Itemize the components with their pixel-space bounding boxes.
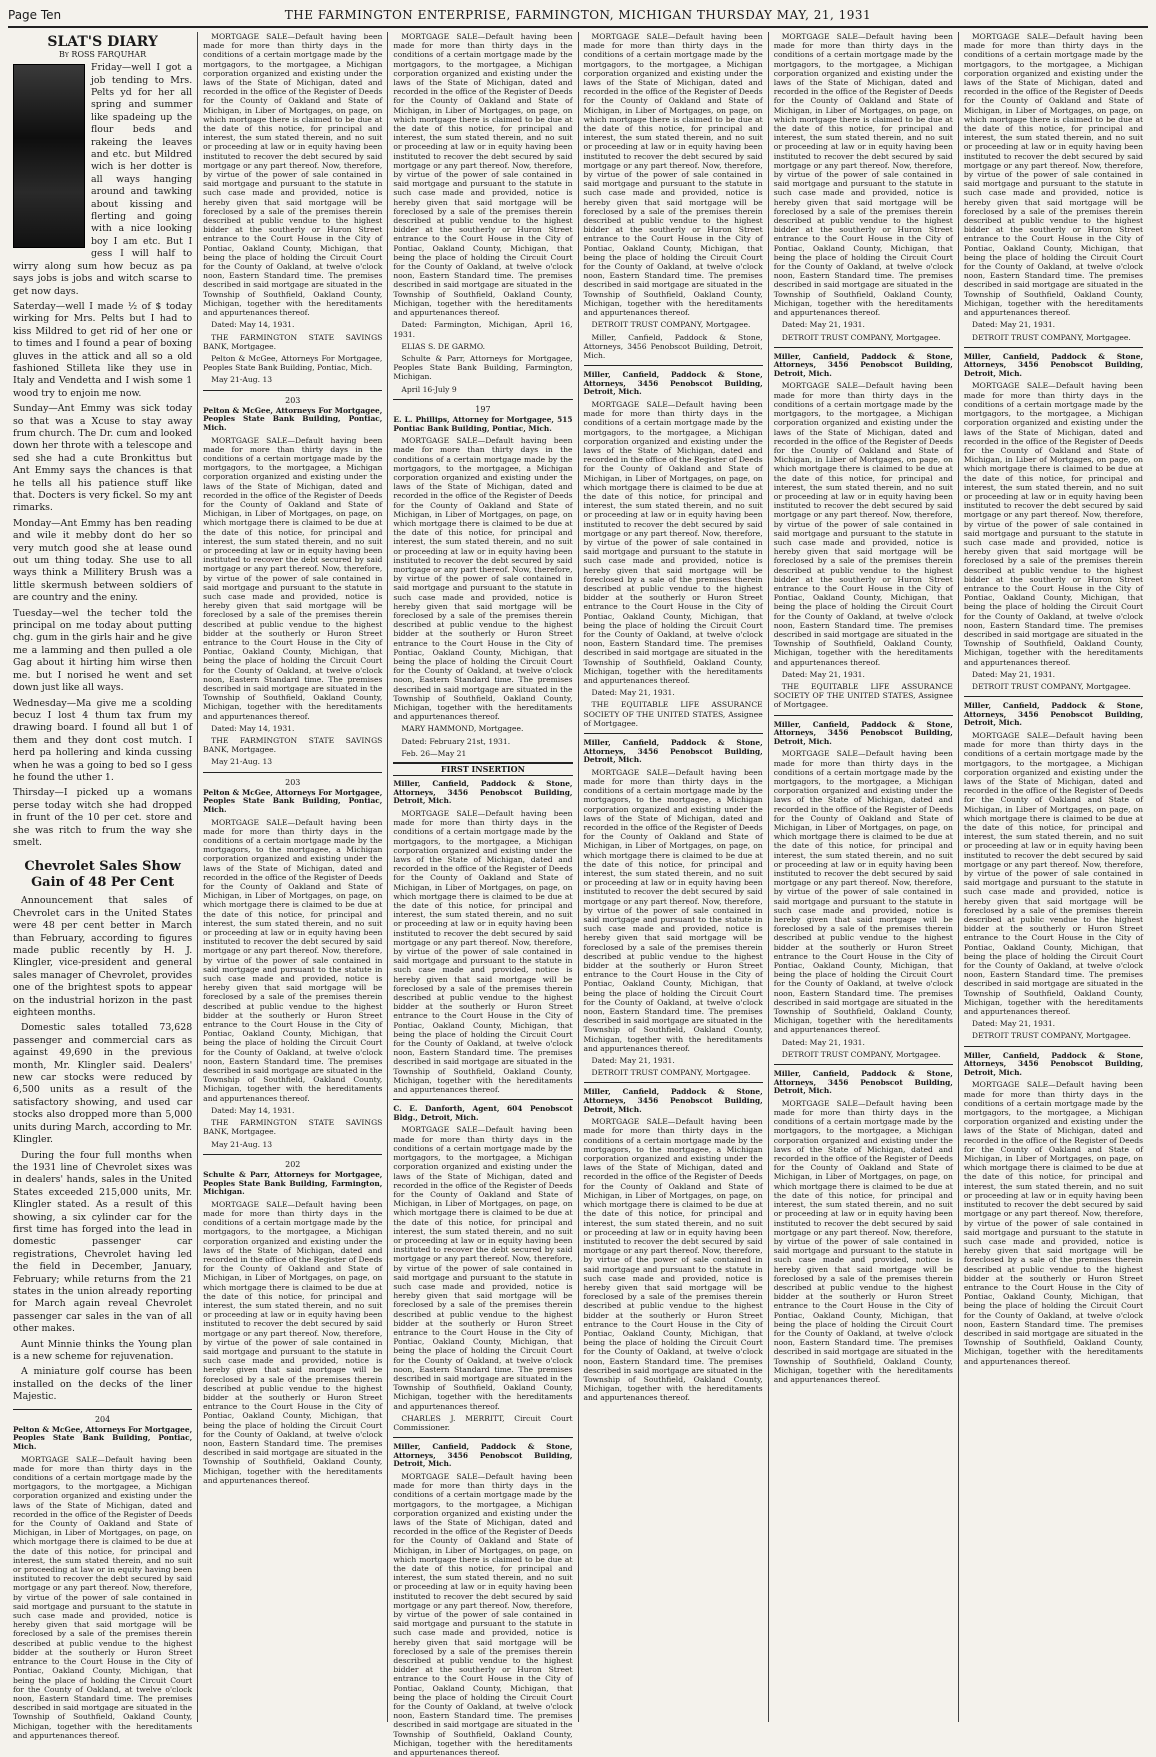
notice-run: May 21-Aug. 13 xyxy=(211,375,273,385)
notice-number: 203 xyxy=(285,777,301,787)
notice-body: MORTGAGE SALE—Default having been made for more than thirty days in the conditions of a certain mortgage made by the mortgagors, to the mortgagee, a Michigan corporation organized and existing under the laws of the State of Michigan, dated and recorded in the office of the Register of Deeds for the County of Oakland and State of Michigan, in Liber of Mortgages, on page, on which mortgage there is claimed to be due at the date of this notice, for principal and interest, the sum stated therein, and no suit or proceeding at law or in equity having been instituted to recover the debt secured by said mortgage or any part thereof. Now, therefore, by virtue of the power of sale contained in said mortgage and pursuant to the statute in such case made and provided, notice is hereby given that said mortgage will be foreclosed by a sale of the premises therein described at public vendue to the highest bidder at the southerly or Huron Street entrance to the Court House in the City of Pontiac, Oakland County, Michigan, that being the place of holding the Circuit Court for the County of Oakland, at twelve o'clock noon, Eastern Standard time. The premises described in said mortgage are situated in the Township of Southfield, Oakland County, Michigan, together with the hereditaments and appurtenances thereof. xyxy=(13,1454,193,1740)
notice-signer: THE FARMINGTON STATE SAVINGS BANK, Mortgagee. xyxy=(203,1118,383,1137)
notice-body: MORTGAGE SALE—Default having been made for more than thirty days in the conditions of a certain mortgage made by the mortgagors, to the mortgagee, a Michigan corporation organized and existing under the laws of the State of Michigan, dated and recorded in the office of the Register of Deeds for the County of Oakland and State of Michigan, in Liber of Mortgages, on page, on which mortgage there is claimed to be due at the date of this notice, for principal and interest, the sum stated therein, and no suit or proceeding at law or in equity having been instituted to recover the debt secured by said mortgage or any part thereof. Now, therefore, by virtue of the power of sale contained in said mortgage and pursuant to the statute in such case made and provided, notice is hereby given that said mortgage will be foreclosed by a sale of the premises therein described at public vendue to the highest bidder at the southerly or Huron Street entrance to the Court House in the City of Pontiac, Oakland County, Michigan, that being the place of holding the Circuit Court for the County of Oakland, at twelve o'clock noon, Eastern Standard time. The premises described in said mortgage are situated in the Township of Southfield, Oakland County, Michigan, together with the hereditaments and appurtenances thereof. xyxy=(393,32,573,318)
diary-title: SLAT'S DIARY xyxy=(47,34,158,50)
notice-attorney: Miller, Canfield, Paddock & Stone, Attorneys, 3456 Penobscot Building, Detroit, Mich. xyxy=(773,351,953,378)
notice-body: MORTGAGE SALE—Default having been made for more than thirty days in the conditions of a certain mortgage made by the mortgagors, to the mortgagee, a Michigan corporation organized and existing under the laws of the State of Michigan, dated and recorded in the office of the Register of Deeds for the County of Oakland and State of Michigan, in Liber of Mortgages, on page, on which mortgage there is claimed to be due at the date of this notice, for principal and interest, the sum stated therein, and no suit or proceeding at law or in equity having been instituted to recover the debt secured by said mortgage or any part thereof. Now, therefore, by virtue of the power of sale contained in said mortgage and pursuant to the statute in such case made and provided, notice is hereby given that said mortgage will be foreclosed by a sale of the premises therein described at public vendue to the highest bidder at the southerly or Huron Street entrance to the Court House in the City of Pontiac, Oakland County, Michigan, that being the place of holding the Circuit Court for the County of Oakland, at twelve o'clock noon, Eastern Standard time. The premises described in said mortgage are situated in the Township of Southfield, Oakland County, Michigan, together with the hereditaments and appurtenances thereof. xyxy=(393,809,573,1095)
notice-dated: Dated: May 21, 1931. xyxy=(781,669,865,679)
notice-attorney: Miller, Canfield, Paddock & Stone, Attorneys, 3456 Penobscot Building, Detroit, Mich. xyxy=(583,370,763,397)
notice-signer: DETROIT TRUST COMPANY, Mortgagee. xyxy=(591,320,751,330)
columns xyxy=(8,32,1148,1757)
notice-run: April 16-July 9 xyxy=(401,384,457,394)
notice-body: MORTGAGE SALE—Default having been made for more than thirty days in the conditions of a certain mortgage made by the mortgagors, to the mortgagee, a Michigan corporation organized and existing under the laws of the State of Michigan, dated and recorded in the office of the Register of Deeds for the County of Oakland and State of Michigan, in Liber of Mortgages, on page, on which mortgage there is claimed to be due at the date of this notice, for principal and interest, the sum stated therein, and no suit or proceeding at law or in equity having been instituted to recover the debt secured by said mortgage or any part thereof. Now, therefore, by virtue of the power of sale contained in said mortgage and pursuant to the statute in such case made and provided, notice is hereby given that said mortgage will be foreclosed by a sale of the premises therein described at public vendue to the highest bidder at the southerly or Huron Street entrance to the Court House in the City of Pontiac, Oakland County, Michigan, that being the place of holding the Circuit Court for the County of Oakland, at twelve o'clock noon, Eastern Standard time. The premises described in said mortgage are situated in the Township of Southfield, Oakland County, Michigan, together with the hereditaments and appurtenances thereof. xyxy=(203,32,383,318)
notice-run: May 21-Aug. 13 xyxy=(211,1139,273,1149)
notice-dated: Dated: May 14, 1931. xyxy=(211,320,295,330)
notice-body: MORTGAGE SALE—Default having been made for more than thirty days in the conditions of a certain mortgage made by the mortgagors, to the mortgagee, a Michigan corporation organized and existing under the laws of the State of Michigan, dated and recorded in the office of the Register of Deeds for the County of Oakland and State of Michigan, in Liber of Mortgages, on page, on which mortgage there is claimed to be due at the date of this notice, for principal and interest, the sum stated therein, and no suit or proceeding at law or in equity having been instituted to recover the debt secured by said mortgage or any part thereof. Now, therefore, by virtue of the power of sale contained in said mortgage and pursuant to the statute in such case made and provided, notice is hereby given that said mortgage will be foreclosed by a sale of the premises therein described at public vendue to the highest bidder at the southerly or Huron Street entrance to the Court House in the City of Pontiac, Oakland County, Michigan, that being the place of holding the Circuit Court for the County of Oakland, at twelve o'clock noon, Eastern Standard time. The premises described in said mortgage are situated in the Township of Southfield, Oakland County, Michigan, together with the hereditaments and appurtenances thereof. xyxy=(393,1471,573,1757)
notice-number: 197 xyxy=(475,404,491,414)
notice-body: MORTGAGE SALE—Default having been made for more than thirty days in the conditions of a certain mortgage made by the mortgagors, to the mortgagee, a Michigan corporation organized and existing under the laws of the State of Michigan, dated and recorded in the office of the Register of Deeds for the County of Oakland and State of Michigan, in Liber of Mortgages, on page, on which mortgage there is claimed to be due at the date of this notice, for principal and interest, the sum stated therein, and no suit or proceeding at law or in equity having been instituted to recover the debt secured by said mortgage or any part thereof. Now, therefore, by virtue of the power of sale contained in said mortgage and pursuant to the statute in such case made and provided, notice is hereby given that said mortgage will be foreclosed by a sale of the premises therein described at public vendue to the highest bidder at the southerly or Huron Street entrance to the Court House in the City of Pontiac, Oakland County, Michigan, that being the place of holding the Circuit Court for the County of Oakland, at twelve o'clock noon, Eastern Standard time. The premises described in said mortgage are situated in the Township of Southfield, Oakland County, Michigan, together with the hereditaments and appurtenances thereof. xyxy=(963,730,1144,1017)
legal-notice xyxy=(13,1426,192,1740)
notice-signer: THE EQUITABLE LIFE ASSURANCE SOCIETY OF THE UNITED STATES, Assignee of Mortgagee. xyxy=(773,681,953,710)
notice-body: MORTGAGE SALE—Default having been made for more than thirty days in the conditions of a certain mortgage made by the mortgagors, to the mortgagee, a Michigan corporation organized and existing under the laws of the State of Michigan, dated and recorded in the office of the Register of Deeds for the County of Oakland and State of Michigan, in Liber of Mortgages, on page, on which mortgage there is claimed to be due at the date of this notice, for principal and interest, the sum stated therein, and no suit or proceeding at law or in equity having been instituted to recover the debt secured by said mortgage or any part thereof. Now, therefore, by virtue of the power of sale contained in said mortgage and pursuant to the statute in such case made and provided, notice is hereby given that said mortgage will be foreclosed by a sale of the premises therein described at public vendue to the highest bidder at the southerly or Huron Street entrance to the Court House in the City of Pontiac, Oakland County, Michigan, that being the place of holding the Circuit Court for the County of Oakland, at twelve o'clock noon, Eastern Standard time. The premises described in said mortgage are situated in the Township of Southfield, Oakland County, Michigan, together with the hereditaments and appurtenances thereof. xyxy=(773,32,953,318)
diary-entry: Saterday—well I made ½ of $ today wirking for Mrs. Pelts but I had to kiss Mildred to get rid of her one or to times and I found a pear of boxing gluves in the attick and all so a old fashioned Stilleta like they use in Italy and Vendetta and I wish some 1 wood try to enjoin me now. xyxy=(13,300,193,399)
notice-dated: Dated: May 14, 1931. xyxy=(211,723,295,733)
masthead xyxy=(8,4,1148,28)
notice-body: MORTGAGE SALE—Default having been made for more than thirty days in the conditions of a certain mortgage made by the mortgagors, to the mortgagee, a Michigan corporation organized and existing under the laws of the State of Michigan, dated and recorded in the office of the Register of Deeds for the County of Oakland and State of Michigan, in Liber of Mortgages, on page, on which mortgage there is claimed to be due at the date of this notice, for principal and interest, the sum stated therein, and no suit or proceeding at law or in equity having been instituted to recover the debt secured by said mortgage or any part thereof. Now, therefore, by virtue of the power of sale contained in said mortgage and pursuant to the statute in such case made and provided, notice is hereby given that said mortgage will be foreclosed by a sale of the premises therein described at public vendue to the highest bidder at the southerly or Huron Street entrance to the Court House in the City of Pontiac, Oakland County, Michigan, that being the place of holding the Circuit Court for the County of Oakland, at twelve o'clock noon, Eastern Standard time. The premises described in said mortgage are situated in the Township of Southfield, Oakland County, Michigan, together with the hereditaments and appurtenances thereof. xyxy=(203,817,383,1103)
notice-dated: Dated: May 21, 1931. xyxy=(591,688,675,698)
notice-attorney: Miller, Canfield, Paddock & Stone, Attorneys, 3456 Penobscot Building, Detroit, Mich. xyxy=(393,1442,573,1469)
notice-signer: DETROIT TRUST COMPANY, Mortgagee. xyxy=(971,332,1131,342)
column-3 xyxy=(388,32,578,1757)
notice-attorney: Miller, Canfield, Paddock & Stone, Attorneys, 3456 Penobscot Building, Detroit, Mich. xyxy=(963,351,1144,378)
notice-body: MORTGAGE SALE—Default having been made for more than thirty days in the conditions of a certain mortgage made by the mortgagors, to the mortgagee, a Michigan corporation organized and existing under the laws of the State of Michigan, dated and recorded in the office of the Register of Deeds for the County of Oakland and State of Michigan, in Liber of Mortgages, on page, on which mortgage there is claimed to be due at the date of this notice, for principal and interest, the sum stated therein, and no suit or proceeding at law or in equity having been instituted to recover the debt secured by said mortgage or any part thereof. Now, therefore, by virtue of the power of sale contained in said mortgage and pursuant to the statute in such case made and provided, notice is hereby given that said mortgage will be foreclosed by a sale of the premises therein described at public vendue to the highest bidder at the southerly or Huron Street entrance to the Court House in the City of Pontiac, Oakland County, Michigan, that being the place of holding the Circuit Court for the County of Oakland, at twelve o'clock noon, Eastern Standard time. The premises described in said mortgage are situated in the Township of Southfield, Oakland County, Michigan, together with the hereditaments and appurtenances thereof. xyxy=(583,1117,763,1403)
notice-body: MORTGAGE SALE—Default having been made for more than thirty days in the conditions of a certain mortgage made by the mortgagors, to the mortgagee, a Michigan corporation organized and existing under the laws of the State of Michigan, dated and recorded in the office of the Register of Deeds for the County of Oakland and State of Michigan, in Liber of Mortgages, on page, on which mortgage there is claimed to be due at the date of this notice, for principal and interest, the sum stated therein, and no suit or proceeding at law or in equity having been instituted to recover the debt secured by said mortgage or any part thereof. Now, therefore, by virtue of the power of sale contained in said mortgage and pursuant to the statute in such case made and provided, notice is hereby given that said mortgage will be foreclosed by a sale of the premises therein described at public vendue to the highest bidder at the southerly or Huron Street entrance to the Court House in the City of Pontiac, Oakland County, Michigan, that being the place of holding the Circuit Court for the County of Oakland, at twelve o'clock noon, Eastern Standard time. The premises described in said mortgage are situated in the Township of Southfield, Oakland County, Michigan, together with the hereditaments and appurtenances thereof. xyxy=(773,381,953,667)
notice-signer: THE EQUITABLE LIFE ASSURANCE SOCIETY OF THE UNITED STATES, Assignee of Mortgagee. xyxy=(583,700,763,728)
filler-item: A miniature golf course has been installed on the decks of the liner Majestic. xyxy=(13,1366,193,1403)
notice-dated: Dated: May 21, 1931. xyxy=(971,1019,1056,1029)
notice-signer: DETROIT TRUST COMPANY, Mortgagee. xyxy=(781,1049,941,1059)
chevrolet-story xyxy=(13,859,192,1403)
column-6 xyxy=(959,32,1148,1722)
diary-entry: Tuesday—wel the techer told the principal on me today about putting chg. gum in the girls hair and he give me a lamming and then pulled a ole Gag about it hirting him wirse then me. but I norised he went and set down just like all ways. xyxy=(13,607,193,694)
notice-signer: CHARLES J. MERRITT, Circuit Court Commissioner. xyxy=(393,1413,573,1432)
notice-body: MORTGAGE SALE—Default having been made for more than thirty days in the conditions of a certain mortgage made by the mortgagors, to the mortgagee, a Michigan corporation organized and existing under the laws of the State of Michigan, dated and recorded in the office of the Register of Deeds for the County of Oakland and State of Michigan, in Liber of Mortgages, on page, on which mortgage there is claimed to be due at the date of this notice, for principal and interest, the sum stated therein, and no suit or proceeding at law or in equity having been instituted to recover the debt secured by said mortgage or any part thereof. Now, therefore, by virtue of the power of sale contained in said mortgage and pursuant to the statute in such case made and provided, notice is hereby given that said mortgage will be foreclosed by a sale of the premises therein described at public vendue to the highest bidder at the southerly or Huron Street entrance to the Court House in the City of Pontiac, Oakland County, Michigan, that being the place of holding the Circuit Court for the County of Oakland, at twelve o'clock noon, Eastern Standard time. The premises described in said mortgage are situated in the Township of Southfield, Oakland County, Michigan, together with the hereditaments and appurtenances thereof. xyxy=(963,32,1144,318)
notice-attorney: Pelton & McGee, Attorneys For Mortgagee, Peoples State Bank Building, Pontiac, Mich. xyxy=(13,1424,193,1452)
notice-signer: THE FARMINGTON STATE SAVINGS BANK, Mortgagee. xyxy=(203,332,383,351)
notice-attorney: Miller, Canfield, Paddock & Stone, Attorneys, 3456 Penobscot Building, Detroit, Mich. xyxy=(393,779,573,806)
notice-dated: Dated: May 21, 1931. xyxy=(971,669,1056,679)
notice-signer: ELIAS S. DE GARMO. xyxy=(401,341,486,351)
notice-attorney: Miller, Canfield, Paddock & Stone, Attorneys, 3456 Penobscot Building, Detroit, Mich. xyxy=(583,1087,763,1114)
filler-item: Aunt Minnie thinks the Young plan is a new scheme for rejuvenation. xyxy=(13,1338,193,1363)
diary-entry: Monday—Ant Emmy has ben reading and wile it mebby dont do her so very mutch good she at lease ound out um thing today. She use to all ways think a Millitery Brush was a little skermush between soldiers of are country and the eniny. xyxy=(13,517,193,604)
notice-attorney: Miller, Canfield, Paddock & Stone, Attorneys, 3456 Penobscot Building, Detroit, Mich. xyxy=(583,738,763,765)
column-2 xyxy=(198,32,388,1722)
story-paragraph: Announcement that sales of Chevrolet cars in the United States were 48 per cent better in March than February, according to figures made public recently by H. J. Klingler, vice-president and general sales manager of Chevrolet, provides one of the brightest spots to appear on the industrial horizon in the past eighteen months. xyxy=(13,895,193,1019)
column-1 xyxy=(8,32,198,1740)
notice-body: MORTGAGE SALE—Default having been made for more than thirty days in the conditions of a certain mortgage made by the mortgagors, to the mortgagee, a Michigan corporation organized and existing under the laws of the State of Michigan, dated and recorded in the office of the Register of Deeds for the County of Oakland and State of Michigan, in Liber of Mortgages, on page, on which mortgage there is claimed to be due at the date of this notice, for principal and interest, the sum stated therein, and no suit or proceeding at law or in equity having been instituted to recover the debt secured by said mortgage or any part thereof. Now, therefore, by virtue of the power of sale contained in said mortgage and pursuant to the statute in such case made and provided, notice is hereby given that said mortgage will be foreclosed by a sale of the premises therein described at public vendue to the highest bidder at the southerly or Huron Street entrance to the Court House in the City of Pontiac, Oakland County, Michigan, that being the place of holding the Circuit Court for the County of Oakland, at twelve o'clock noon, Eastern Standard time. The premises described in said mortgage are situated in the Township of Southfield, Oakland County, Michigan, together with the hereditaments and appurtenances thereof. xyxy=(583,399,763,685)
notice-signer: THE FARMINGTON STATE SAVINGS BANK, Mortgagee. xyxy=(203,736,383,755)
notice-body: MORTGAGE SALE—Default having been made for more than thirty days in the conditions of a certain mortgage made by the mortgagors, to the mortgagee, a Michigan corporation organized and existing under the laws of the State of Michigan, dated and recorded in the office of the Register of Deeds for the County of Oakland and State of Michigan, in Liber of Mortgages, on page, on which mortgage there is claimed to be due at the date of this notice, for principal and interest, the sum stated therein, and no suit or proceeding at law or in equity having been instituted to recover the debt secured by said mortgage or any part thereof. Now, therefore, by virtue of the power of sale contained in said mortgage and pursuant to the statute in such case made and provided, notice is hereby given that said mortgage will be foreclosed by a sale of the premises therein described at public vendue to the highest bidder at the southerly or Huron Street entrance to the Court House in the City of Pontiac, Oakland County, Michigan, that being the place of holding the Circuit Court for the County of Oakland, at twelve o'clock noon, Eastern Standard time. The premises described in said mortgage are situated in the Township of Southfield, Oakland County, Michigan, together with the hereditaments and appurtenances thereof. xyxy=(203,1199,383,1485)
notice-signer: DETROIT TRUST COMPANY, Mortgagee. xyxy=(591,1068,751,1078)
notice-attorney: Schulte & Parr, Attorneys for Mortgagee, Peoples State Bank Building, Farmington, Michigan. xyxy=(393,353,573,382)
notice-body: MORTGAGE SALE—Default having been made for more than thirty days in the conditions of a certain mortgage made by the mortgagors, to the mortgagee, a Michigan corporation organized and existing under the laws of the State of Michigan, dated and recorded in the office of the Register of Deeds for the County of Oakland and State of Michigan, in Liber of Mortgages, on page, on which mortgage there is claimed to be due at the date of this notice, for principal and interest, the sum stated therein, and no suit or proceeding at law or in equity having been instituted to recover the debt secured by said mortgage or any part thereof. Now, therefore, by virtue of the power of sale contained in said mortgage and pursuant to the statute in such case made and provided, notice is hereby given that said mortgage will be foreclosed by a sale of the premises therein described at public vendue to the highest bidder at the southerly or Huron Street entrance to the Court House in the City of Pontiac, Oakland County, Michigan, that being the place of holding the Circuit Court for the County of Oakland, at twelve o'clock noon, Eastern Standard time. The premises described in said mortgage are situated in the Township of Southfield, Oakland County, Michigan, together with the hereditaments and appurtenances thereof. xyxy=(963,381,1144,667)
notice-attorney: Schulte & Parr, Attorneys for Mortgagee, Peoples State Bank Building, Farmington, Michigan. xyxy=(203,1169,383,1197)
slats-diary xyxy=(13,34,192,849)
notice-signer: DETROIT TRUST COMPANY, Mortgagee. xyxy=(971,681,1131,691)
notice-body: MORTGAGE SALE—Default having been made for more than thirty days in the conditions of a certain mortgage made by the mortgagors, to the mortgagee, a Michigan corporation organized and existing under the laws of the State of Michigan, dated and recorded in the office of the Register of Deeds for the County of Oakland and State of Michigan, in Liber of Mortgages, on page, on which mortgage there is claimed to be due at the date of this notice, for principal and interest, the sum stated therein, and no suit or proceeding at law or in equity having been instituted to recover the debt secured by said mortgage or any part thereof. Now, therefore, by virtue of the power of sale contained in said mortgage and pursuant to the statute in such case made and provided, notice is hereby given that said mortgage will be foreclosed by a sale of the premises therein described at public vendue to the highest bidder at the southerly or Huron Street entrance to the Court House in the City of Pontiac, Oakland County, Michigan, that being the place of holding the Circuit Court for the County of Oakland, at twelve o'clock noon, Eastern Standard time. The premises described in said mortgage are situated in the Township of Southfield, Oakland County, Michigan, together with the hereditaments and appurtenances thereof. xyxy=(773,1098,953,1384)
notice-attorney: Miller, Canfield, Paddock & Stone, Attorneys, 3456 Penobscot Building, Detroit, Mich. xyxy=(583,332,763,360)
notice-attorney: Miller, Canfield, Paddock & Stone, Attorneys, 3456 Penobscot Building, Detroit, Mich. xyxy=(963,701,1144,728)
notice-body: MORTGAGE SALE—Default having been made for more than thirty days in the conditions of a certain mortgage made by the mortgagors, to the mortgagee, a Michigan corporation organized and existing under the laws of the State of Michigan, dated and recorded in the office of the Register of Deeds for the County of Oakland and State of Michigan, in Liber of Mortgages, on page, on which mortgage there is claimed to be due at the date of this notice, for principal and interest, the sum stated therein, and no suit or proceeding at law or in equity having been instituted to recover the debt secured by said mortgage or any part thereof. Now, therefore, by virtue of the power of sale contained in said mortgage and pursuant to the statute in such case made and provided, notice is hereby given that said mortgage will be foreclosed by a sale of the premises therein described at public vendue to the highest bidder at the southerly or Huron Street entrance to the Court House in the City of Pontiac, Oakland County, Michigan, that being the place of holding the Circuit Court for the County of Oakland, at twelve o'clock noon, Eastern Standard time. The premises described in said mortgage are situated in the Township of Southfield, Oakland County, Michigan, together with the hereditaments and appurtenances thereof. xyxy=(583,32,763,318)
first-insertion-header: FIRST INSERTION xyxy=(393,762,572,776)
notice-attorney: C. E. Danforth, Agent, 604 Penobscot Bldg., Detroit, Mich. xyxy=(393,1104,573,1122)
notice-signer: MARY HAMMOND, Mortgagee. xyxy=(401,724,524,734)
story-paragraph: Domestic sales totalled 73,628 passenger and commercial cars as against 49,690 in the previous month, Mr. Klingler said. Dealers' new car stocks were reduced by 6,500 units as a result of the satisfactory showing, and used car stocks also dropped more than 5,000 units during March, according to Mr. Klingler. xyxy=(13,1022,193,1146)
notice-run: May 21-Aug. 13 xyxy=(211,757,273,767)
notice-attorney: Miller, Canfield, Paddock & Stone, Attorneys, 3456 Penobscot Building, Detroit, Mich. xyxy=(773,1069,953,1096)
notice-attorney: E. L. Phillips, Attorney for Mortgagee, 515 Pontiac Bank Building, Pontiac, Mich. xyxy=(393,414,573,433)
notice-number: 204 xyxy=(94,1414,111,1424)
diary-byline: By ROSS FARQUHAR xyxy=(59,50,147,59)
notice-body: MORTGAGE SALE—Default having been made for more than thirty days in the conditions of a certain mortgage made by the mortgagors, to the mortgagee, a Michigan corporation organized and existing under the laws of the State of Michigan, dated and recorded in the office of the Register of Deeds for the County of Oakland and State of Michigan, in Liber of Mortgages, on page, on which mortgage there is claimed to be due at the date of this notice, for principal and interest, the sum stated therein, and no suit or proceeding at law or in equity having been instituted to recover the debt secured by said mortgage or any part thereof. Now, therefore, by virtue of the power of sale contained in said mortgage and pursuant to the statute in such case made and provided, notice is hereby given that said mortgage will be foreclosed by a sale of the premises therein described at public vendue to the highest bidder at the southerly or Huron Street entrance to the Court House in the City of Pontiac, Oakland County, Michigan, that being the place of holding the Circuit Court for the County of Oakland, at twelve o'clock noon, Eastern Standard time. The premises described in said mortgage are situated in the Township of Southfield, Oakland County, Michigan, together with the hereditaments and appurtenances thereof. xyxy=(393,1125,573,1411)
notice-run: Feb. 26—May 21 xyxy=(401,748,467,758)
notice-number: 203 xyxy=(285,395,301,405)
notice-dated: Dated: Farmington, Michigan, April 16, 1931. xyxy=(393,320,573,339)
notice-signer: DETROIT TRUST COMPANY, Mortgagee. xyxy=(971,1031,1131,1041)
notice-body: MORTGAGE SALE—Default having been made for more than thirty days in the conditions of a certain mortgage made by the mortgagors, to the mortgagee, a Michigan corporation organized and existing under the laws of the State of Michigan, dated and recorded in the office of the Register of Deeds for the County of Oakland and State of Michigan, in Liber of Mortgages, on page, on which mortgage there is claimed to be due at the date of this notice, for principal and interest, the sum stated therein, and no suit or proceeding at law or in equity having been instituted to recover the debt secured by said mortgage or any part thereof. Now, therefore, by virtue of the power of sale contained in said mortgage and pursuant to the statute in such case made and provided, notice is hereby given that said mortgage will be foreclosed by a sale of the premises therein described at public vendue to the highest bidder at the southerly or Huron Street entrance to the Court House in the City of Pontiac, Oakland County, Michigan, that being the place of holding the Circuit Court for the County of Oakland, at twelve o'clock noon, Eastern Standard time. The premises described in said mortgage are situated in the Township of Southfield, Oakland County, Michigan, together with the hereditaments and appurtenances thereof. xyxy=(203,435,383,721)
notice-dated: Dated: May 21, 1931. xyxy=(781,320,865,330)
page-number: Page Ten xyxy=(8,8,62,22)
notice-dated: Dated: May 14, 1931. xyxy=(211,1105,295,1115)
notice-attorney: Miller, Canfield, Paddock & Stone, Attorneys, 3456 Penobscot Building, Detroit, Mich. xyxy=(963,1050,1144,1077)
notice-body: MORTGAGE SALE—Default having been made for more than thirty days in the conditions of a certain mortgage made by the mortgagors, to the mortgagee, a Michigan corporation organized and existing under the laws of the State of Michigan, dated and recorded in the office of the Register of Deeds for the County of Oakland and State of Michigan, in Liber of Mortgages, on page, on which mortgage there is claimed to be due at the date of this notice, for principal and interest, the sum stated therein, and no suit or proceeding at law or in equity having been instituted to recover the debt secured by said mortgage or any part thereof. Now, therefore, by virtue of the power of sale contained in said mortgage and pursuant to the statute in such case made and provided, notice is hereby given that said mortgage will be foreclosed by a sale of the premises therein described at public vendue to the highest bidder at the southerly or Huron Street entrance to the Court House in the City of Pontiac, Oakland County, Michigan, that being the place of holding the Circuit Court for the County of Oakland, at twelve o'clock noon, Eastern Standard time. The premises described in said mortgage are situated in the Township of Southfield, Oakland County, Michigan, together with the hereditaments and appurtenances thereof. xyxy=(393,436,573,722)
notice-dated: Dated: February 21st, 1931. xyxy=(401,736,511,746)
notice-attorney: Pelton & McGee, Attorneys For Mortgagee, Peoples State Bank Building, Pontiac, Mich. xyxy=(203,405,383,432)
column-4 xyxy=(579,32,769,1722)
chevrolet-headline: Chevrolet Sales Show Gain of 48 Per Cent xyxy=(24,859,181,891)
notice-attorney: Pelton & McGee, Attorneys For Mortgagee, Peoples State Bank Building, Pontiac, Mich. xyxy=(203,353,383,373)
diary-entry: Wednesday—Ma give me a scolding becuz I lost 4 thum tax frum my drawing board. I found all but 1 of them and they dont cost mutch. I herd pa hollering and kinda cussing when he was a going to bed so I gess he found the uther 1. xyxy=(13,697,193,783)
notice-dated: Dated: May 21, 1931. xyxy=(781,1037,865,1047)
diary-entry: Friday—well I got a job tending to Mrs. Pelts yd for her all spring and summer like spadeing up the flour beds and rakeing the leaves and etc. but Mildred wich is her dotter is all ways hanging around and tawking about kissing and flerting and going with a nice looking boy I am etc. But I gess I will half to wirry along sum how becuz as pa says jobs is jobs and witch scarse to get now days. xyxy=(13,62,193,297)
notice-body: MORTGAGE SALE—Default having been made for more than thirty days in the conditions of a certain mortgage made by the mortgagors, to the mortgagee, a Michigan corporation organized and existing under the laws of the State of Michigan, dated and recorded in the office of the Register of Deeds for the County of Oakland and State of Michigan, in Liber of Mortgages, on page, on which mortgage there is claimed to be due at the date of this notice, for principal and interest, the sum stated therein, and no suit or proceeding at law or in equity having been instituted to recover the debt secured by said mortgage or any part thereof. Now, therefore, by virtue of the power of sale contained in said mortgage and pursuant to the statute in such case made and provided, notice is hereby given that said mortgage will be foreclosed by a sale of the premises therein described at public vendue to the highest bidder at the southerly or Huron Street entrance to the Court House in the City of Pontiac, Oakland County, Michigan, that being the place of holding the Circuit Court for the County of Oakland, at twelve o'clock noon, Eastern Standard time. The premises described in said mortgage are situated in the Township of Southfield, Oakland County, Michigan, together with the hereditaments and appurtenances thereof. xyxy=(583,767,763,1053)
notice-signer: DETROIT TRUST COMPANY, Mortgagee. xyxy=(781,332,941,342)
notice-dated: Dated: May 21, 1931. xyxy=(591,1056,675,1066)
column-5 xyxy=(769,32,959,1722)
author-photo xyxy=(13,64,85,248)
story-paragraph: During the four full months when the 1931 line of Chevrolet sixes was in dealers' hands, sales in the United States exceeded 215,000 units, Mr. Klingler stated. As a result of this showing, a six cylinder car for the first time has forged into the lead in domestic passenger car registrations, Chevrolet having led the field in December, January, February; while returns from the 21 states in the union already reporting for March again reveal Chevrolet passenger car sales in the van of all other makes. xyxy=(13,1149,193,1335)
diary-entry: Thirsday—I picked up a womans perse today witch she had dropped in frunt of the 10 per cet. store and she was ritch to frum the way she smelt. xyxy=(13,787,193,848)
notice-body: MORTGAGE SALE—Default having been made for more than thirty days in the conditions of a certain mortgage made by the mortgagors, to the mortgagee, a Michigan corporation organized and existing under the laws of the State of Michigan, dated and recorded in the office of the Register of Deeds for the County of Oakland and State of Michigan, in Liber of Mortgages, on page, on which mortgage there is claimed to be due at the date of this notice, for principal and interest, the sum stated therein, and no suit or proceeding at law or in equity having been instituted to recover the debt secured by said mortgage or any part thereof. Now, therefore, by virtue of the power of sale contained in said mortgage and pursuant to the statute in such case made and provided, notice is hereby given that said mortgage will be foreclosed by a sale of the premises therein described at public vendue to the highest bidder at the southerly or Huron Street entrance to the Court House in the City of Pontiac, Oakland County, Michigan, that being the place of holding the Circuit Court for the County of Oakland, at twelve o'clock noon, Eastern Standard time. The premises described in said mortgage are situated in the Township of Southfield, Oakland County, Michigan, together with the hereditaments and appurtenances thereof. xyxy=(963,1080,1144,1366)
notice-dated: Dated: May 21, 1931. xyxy=(971,320,1056,330)
notice-body: MORTGAGE SALE—Default having been made for more than thirty days in the conditions of a certain mortgage made by the mortgagors, to the mortgagee, a Michigan corporation organized and existing under the laws of the State of Michigan, dated and recorded in the office of the Register of Deeds for the County of Oakland and State of Michigan, in Liber of Mortgages, on page, on which mortgage there is claimed to be due at the date of this notice, for principal and interest, the sum stated therein, and no suit or proceeding at law or in equity having been instituted to recover the debt secured by said mortgage or any part thereof. Now, therefore, by virtue of the power of sale contained in said mortgage and pursuant to the statute in such case made and provided, notice is hereby given that said mortgage will be foreclosed by a sale of the premises therein described at public vendue to the highest bidder at the southerly or Huron Street entrance to the Court House in the City of Pontiac, Oakland County, Michigan, that being the place of holding the Circuit Court for the County of Oakland, at twelve o'clock noon, Eastern Standard time. The premises described in said mortgage are situated in the Township of Southfield, Oakland County, Michigan, together with the hereditaments and appurtenances thereof. xyxy=(773,749,953,1035)
diary-entry: Sunday—Ant Emmy was sick today so that was a Xcuse to stay away frum church. The Dr. cum and looked down her throte with a telescope and sed she had a cute Bronkittus but Ant Emmy says the chances is that he tells all his patience stuff like that. Docters is very fickel. So my ant rimarks. xyxy=(13,403,193,514)
notice-attorney: Pelton & McGee, Attorneys For Mortgagee, Peoples State Bank Building, Pontiac, Mich. xyxy=(203,787,383,814)
notice-attorney: Miller, Canfield, Paddock & Stone, Attorneys, 3456 Penobscot Building, Detroit, Mich. xyxy=(773,719,953,746)
notice-number: 202 xyxy=(285,1159,301,1169)
newspaper-title: THE FARMINGTON ENTERPRISE, FARMINGTON, MICHIGAN THURSDAY MAY, 21, 1931 xyxy=(284,8,872,22)
